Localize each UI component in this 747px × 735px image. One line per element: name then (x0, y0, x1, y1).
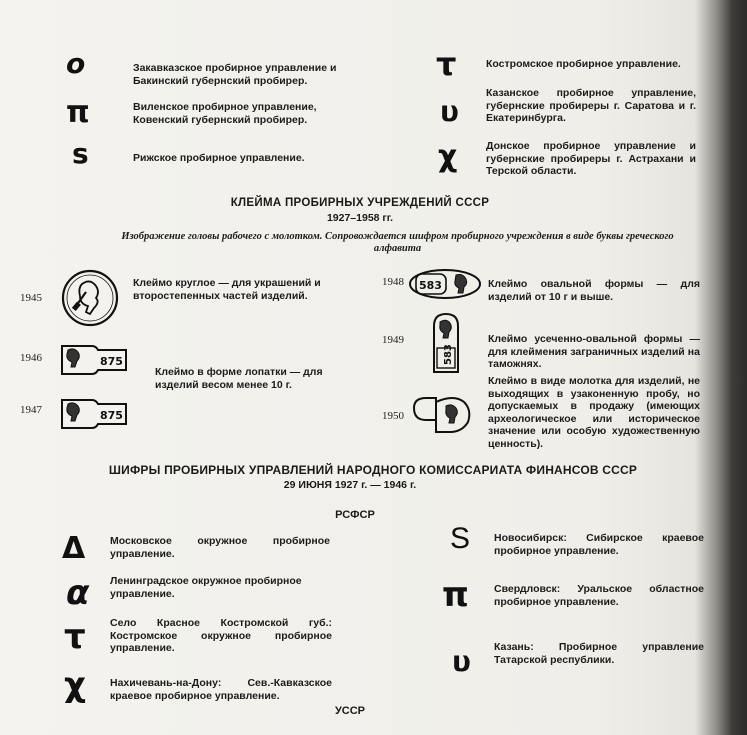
stamp-description: Клеймо в форме лопатки — для изделий весом менее 10 г. (155, 366, 323, 391)
cipher-glyph-s: s (72, 137, 89, 170)
hammer-hallmark-icon (412, 394, 474, 434)
cipher-glyph-upsilon: υ (440, 95, 459, 128)
cipher-glyph-upsilon: υ (452, 645, 471, 678)
cipher-glyph-pi: π (66, 95, 90, 130)
cipher-entry-text: Село Красное Костромской губ.: Костромское окружное пробирное управление. (110, 617, 332, 654)
section-note: Изображение головы рабочего с молотком. Сопровождается шифром пробирного учреждения в виде буквы греческого алфавита (121, 231, 674, 254)
cipher-entry-text: Рижское пробирное управление. (133, 152, 305, 164)
cipher-glyph-alpha: α (66, 573, 90, 613)
cipher-entry-text: Виленское пробирное управление, Ковенский губернский пробирер. (133, 101, 317, 126)
cipher-glyph-delta: Δ (62, 531, 86, 566)
cipher-glyph-s: S (450, 522, 471, 555)
cipher-entry-text: Казанское пробирное управление, губернские пробиреры г. Саратова и г. Екатеринбурга. (486, 87, 696, 124)
hallmark-number: 583 (443, 344, 454, 365)
stamp-year: 1949 (382, 334, 404, 346)
oval-hallmark-icon (408, 268, 482, 300)
cipher-glyph-tau: τ (64, 617, 86, 657)
cipher-entry-text: Донское пробирное управление и губернские пробиреры г. Астрахани и Терской области. (486, 140, 696, 177)
round-hallmark-icon (60, 268, 120, 328)
section-period: 1927–1958 гг. (326, 212, 394, 224)
section-title: ШИФРЫ ПРОБИРНЫХ УПРАВЛЕНИЙ НАРОДНОГО КОМИССАРИАТА ФИНАНСОВ СССР (108, 463, 638, 477)
section-subheading: РСФСР (335, 509, 375, 521)
cipher-entry-text: Новосибирск: Сибирское краевое пробирное управление. (494, 532, 704, 557)
cipher-entry-text: Закавказское пробирное управление и Бакинский губернский пробирер. (133, 62, 337, 87)
section-title: КЛЕЙМА ПРОБИРНЫХ УЧРЕЖДЕНИЙ СССР (230, 197, 490, 209)
cipher-entry-text: Казань: Пробирное управление Татарской республики. (494, 641, 704, 666)
cipher-glyph-omicron: o (66, 47, 86, 80)
cipher-entry-text: Ленинградское окружное пробирное управление. (110, 575, 302, 600)
stamp-year: 1950 (382, 410, 404, 422)
stamp-year: 1947 (20, 404, 42, 416)
hallmark-number: 583 (419, 279, 442, 292)
stamp-description: Клеймо круглое — для украшений и второстепенных частей изделий. (133, 277, 321, 302)
cipher-entry-text: Нахичевань-на-Дону: Сев.-Кавказское краевое пробирное управление. (110, 677, 332, 702)
cipher-glyph-pi: π (442, 575, 469, 615)
spade-hallmark-icon (60, 396, 128, 430)
cipher-glyph-chi: χ (64, 665, 86, 705)
stamp-description: Клеймо овальной формы — для изделий от 10 г и выше. (488, 278, 700, 303)
cipher-glyph-chi: χ (438, 139, 458, 174)
stamp-year: 1948 (382, 276, 404, 288)
cipher-entry-text: Московское окружное пробирное управление. (110, 535, 330, 560)
cipher-entry-text: Костромское пробирное управление. (486, 58, 681, 70)
cipher-glyph-tau: τ (436, 45, 457, 83)
stamp-description: Клеймо в виде молотка для изделий, не выходящих в узаконенную пробу, но допускаемых в продажу (имеющих археологическое или историческое значение или особую художественную ценность). (488, 375, 700, 450)
stamp-description: Клеймо усеченно-овальной формы — для клеймения заграничных изделий на таможнях. (488, 333, 700, 370)
section-subheading: УССР (334, 705, 366, 717)
spade-hallmark-icon (60, 342, 128, 376)
hallmark-number: 875 (100, 355, 123, 368)
cipher-entry-text: Свердловск: Уральское областное пробирное управление. (494, 583, 704, 608)
hallmark-number: 875 (100, 409, 123, 422)
stamp-year: 1946 (20, 352, 42, 364)
stamp-year: 1945 (20, 292, 42, 304)
truncated-oval-hallmark-icon (430, 312, 462, 378)
section-period: 29 ИЮНЯ 1927 г. — 1946 г. (283, 479, 417, 491)
